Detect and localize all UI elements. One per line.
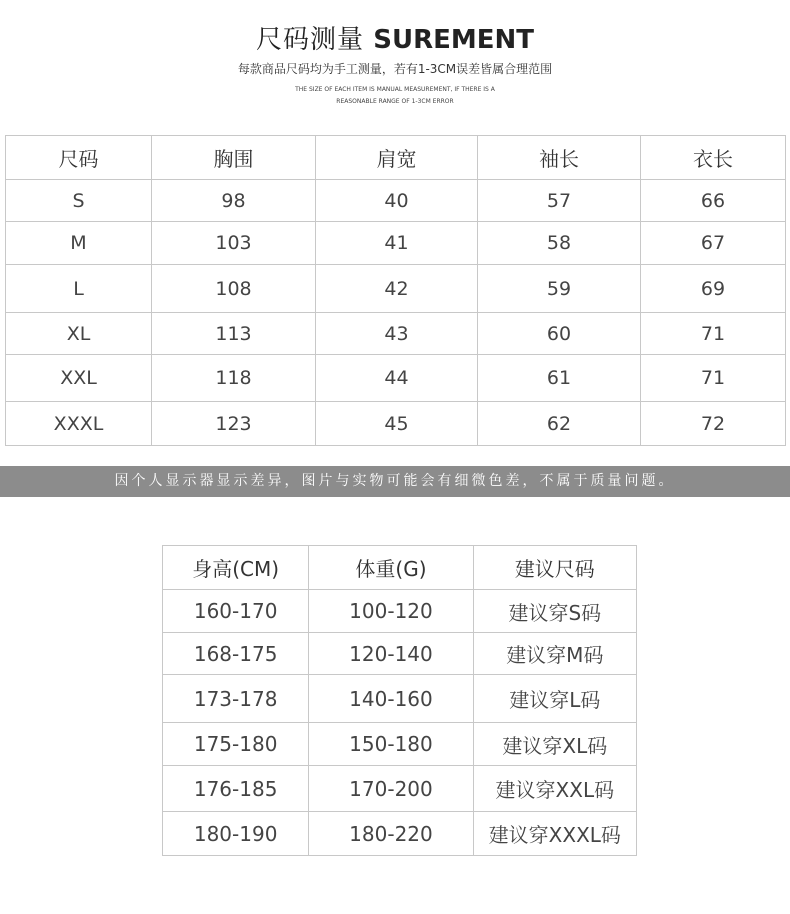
- table-cell: 58: [478, 222, 641, 265]
- header-recommended-size: 建议尺码: [473, 546, 636, 590]
- table-cell: 108: [152, 265, 316, 313]
- table-cell: 98: [152, 180, 316, 222]
- table-cell: 113: [152, 313, 316, 355]
- table-cell: 建议穿XL码: [473, 723, 636, 766]
- header-shoulder: 肩宽: [316, 136, 478, 180]
- table-cell: 66: [641, 180, 786, 222]
- table-cell: 67: [641, 222, 786, 265]
- table-cell: 120-140: [309, 633, 473, 675]
- table-cell: L: [6, 265, 152, 313]
- english-note-line-2: REASONABLE RANGE OF 1-3CM ERROR: [336, 98, 454, 105]
- table-cell: 150-180: [309, 723, 473, 766]
- table-cell: 41: [316, 222, 478, 265]
- table-cell: 180-220: [309, 812, 473, 856]
- table-row: [163, 723, 637, 766]
- table-cell: 175-180: [163, 723, 309, 766]
- title-cn: 尺码测量: [255, 25, 364, 55]
- table-cell: 62: [478, 402, 641, 446]
- size-table-header-row: [6, 136, 786, 180]
- table-cell: M: [6, 222, 152, 265]
- table-cell: 建议穿L码: [473, 675, 636, 723]
- table-cell: 45: [316, 402, 478, 446]
- english-note: [0, 84, 790, 108]
- header-sleeve: 袖长: [478, 136, 641, 180]
- table-cell: S: [6, 180, 152, 222]
- table-cell: 建议穿M码: [473, 633, 636, 675]
- table-cell: 60: [478, 313, 641, 355]
- table-row: [6, 355, 786, 402]
- table-row: [163, 812, 637, 856]
- table-cell: 43: [316, 313, 478, 355]
- title-en: SUREMENT: [373, 25, 535, 55]
- page-header: [0, 22, 790, 108]
- table-cell: 176-185: [163, 766, 309, 812]
- recommend-table-header-row: [163, 546, 637, 590]
- table-row: [163, 766, 637, 812]
- page-title: [0, 22, 790, 58]
- table-cell: 57: [478, 180, 641, 222]
- table-cell: 71: [641, 313, 786, 355]
- table-cell: 168-175: [163, 633, 309, 675]
- table-row: [163, 590, 637, 633]
- table-row: [6, 402, 786, 446]
- table-row: [6, 180, 786, 222]
- table-cell: 123: [152, 402, 316, 446]
- table-cell: 61: [478, 355, 641, 402]
- header-height: 身高(CM): [163, 546, 309, 590]
- table-cell: 118: [152, 355, 316, 402]
- table-row: [6, 222, 786, 265]
- table-cell: 40: [316, 180, 478, 222]
- table-cell: 173-178: [163, 675, 309, 723]
- table-cell: 建议穿XXXL码: [473, 812, 636, 856]
- table-row: [163, 633, 637, 675]
- header-size: 尺码: [6, 136, 152, 180]
- table-cell: 160-170: [163, 590, 309, 633]
- table-cell: 103: [152, 222, 316, 265]
- size-recommendation-table: [162, 545, 637, 856]
- table-cell: XL: [6, 313, 152, 355]
- table-row: [163, 675, 637, 723]
- table-cell: 72: [641, 402, 786, 446]
- table-cell: 59: [478, 265, 641, 313]
- table-cell: 建议穿XXL码: [473, 766, 636, 812]
- table-cell: XXL: [6, 355, 152, 402]
- header-length: 衣长: [641, 136, 786, 180]
- table-cell: 180-190: [163, 812, 309, 856]
- table-row: [6, 313, 786, 355]
- color-disclaimer-banner: 因个人显示器显示差异，图片与实物可能会有细微色差，不属于质量问题。: [0, 466, 790, 497]
- size-table: [5, 135, 786, 446]
- header-chest: 胸围: [152, 136, 316, 180]
- table-cell: 建议穿S码: [473, 590, 636, 633]
- page-subtitle: 每款商品尺码均为手工测量，若有1-3CM误差皆属合理范围: [237, 62, 553, 76]
- table-cell: 170-200: [309, 766, 473, 812]
- table-cell: 140-160: [309, 675, 473, 723]
- table-row: [6, 265, 786, 313]
- table-cell: 71: [641, 355, 786, 402]
- table-cell: 42: [316, 265, 478, 313]
- table-cell: XXXL: [6, 402, 152, 446]
- table-cell: 69: [641, 265, 786, 313]
- table-cell: 44: [316, 355, 478, 402]
- table-cell: 100-120: [309, 590, 473, 633]
- english-note-line-1: THE SIZE OF EACH ITEM IS MANUAL MEASUREMENT, IF THERE IS A: [295, 86, 495, 93]
- header-weight: 体重(G): [309, 546, 473, 590]
